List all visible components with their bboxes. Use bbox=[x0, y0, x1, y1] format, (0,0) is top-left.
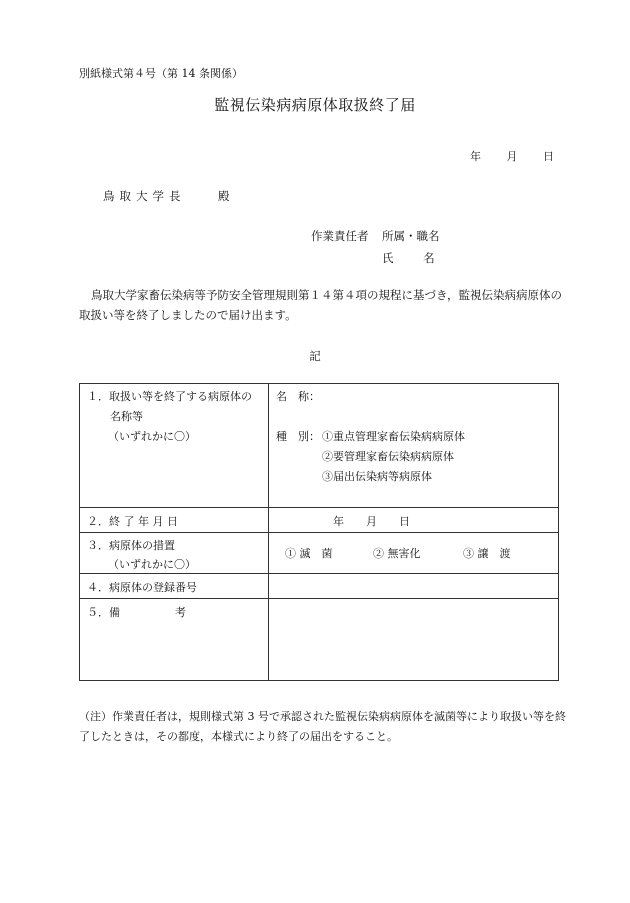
end-date-label-cell bbox=[80, 508, 269, 533]
measure-label-cell bbox=[80, 533, 269, 574]
registration-label-cell bbox=[80, 574, 269, 599]
measure-label-line1: ３．病原体の措置 bbox=[87, 539, 175, 552]
pathogen-label-line2: 名称等 bbox=[110, 410, 143, 423]
remarks-cell[interactable] bbox=[269, 599, 559, 681]
footnote: （注）作業責任者は，規則様式第 3 号で承認された監視伝染病病原体を滅菌等により取扱い等を終了したときは，その都度，本様式により終了の届出をすること。 bbox=[79, 710, 566, 743]
body-paragraph: 鳥取大学家畜伝染病等予防安全管理規則第１４第４項の規程に基づき，監視伝染病病原体の取扱い等を終了しましたので届け出ます。 bbox=[79, 288, 563, 322]
pathogen-label-line1: １．取扱い等を終了する病原体の bbox=[87, 390, 252, 403]
table-row bbox=[80, 533, 559, 574]
type-option-2[interactable]: ②要管理家畜伝染病病原体 bbox=[322, 450, 454, 463]
registration-number-label: ４．病原体の登録番号 bbox=[87, 581, 197, 594]
responsible-person-label: 作業責任者 bbox=[311, 229, 369, 243]
type-option-1[interactable]: ①重点管理家畜伝染病病原体 bbox=[322, 430, 465, 443]
measure-options-cell[interactable] bbox=[269, 533, 559, 574]
measure-option-sterilize[interactable]: ① 滅 菌 bbox=[285, 547, 333, 560]
pathogen-type-label: 種 別： bbox=[276, 430, 320, 443]
end-date-label: ２．終 了 年 月 日 bbox=[87, 515, 178, 528]
responsible-name-label: 氏 名 bbox=[382, 251, 435, 265]
table-row bbox=[80, 508, 559, 533]
responsible-affiliation-label: 所属・職名 bbox=[382, 229, 440, 243]
measure-option-detoxify[interactable]: ② 無害化 bbox=[373, 547, 421, 560]
type-option-3[interactable]: ③届出伝染病等病原体 bbox=[322, 470, 432, 483]
remarks-label: ５．備 考 bbox=[87, 606, 186, 619]
table-row bbox=[80, 574, 559, 599]
measure-option-transfer[interactable]: ③ 譲 渡 bbox=[463, 547, 511, 560]
form-number: 別紙様式第４号（第 14 条関係） bbox=[79, 67, 243, 80]
addressee-honorific: 殿 bbox=[218, 189, 230, 203]
remarks-label-cell bbox=[80, 599, 269, 681]
notification-table bbox=[79, 383, 559, 681]
document-title: 監視伝染病病原体取扱終了届 bbox=[214, 96, 416, 114]
measure-label-line2: （いずれかに〇） bbox=[108, 558, 196, 571]
end-date-value-cell[interactable] bbox=[269, 508, 559, 533]
end-date-value: 年 月 日 bbox=[333, 515, 410, 528]
ki-heading: 記 bbox=[309, 349, 321, 363]
pathogen-name-label: 名 称： bbox=[276, 390, 320, 403]
addressee: 鳥取大学長 bbox=[103, 189, 186, 203]
table-row bbox=[80, 599, 559, 681]
date-line: 年 月 日 bbox=[470, 150, 554, 163]
pathogen-label-cell bbox=[80, 384, 269, 508]
table-row bbox=[80, 384, 559, 508]
pathogen-label-line3: （いずれかに〇） bbox=[108, 430, 196, 443]
registration-number-cell[interactable] bbox=[269, 574, 559, 599]
pathogen-value-cell[interactable] bbox=[269, 384, 559, 508]
